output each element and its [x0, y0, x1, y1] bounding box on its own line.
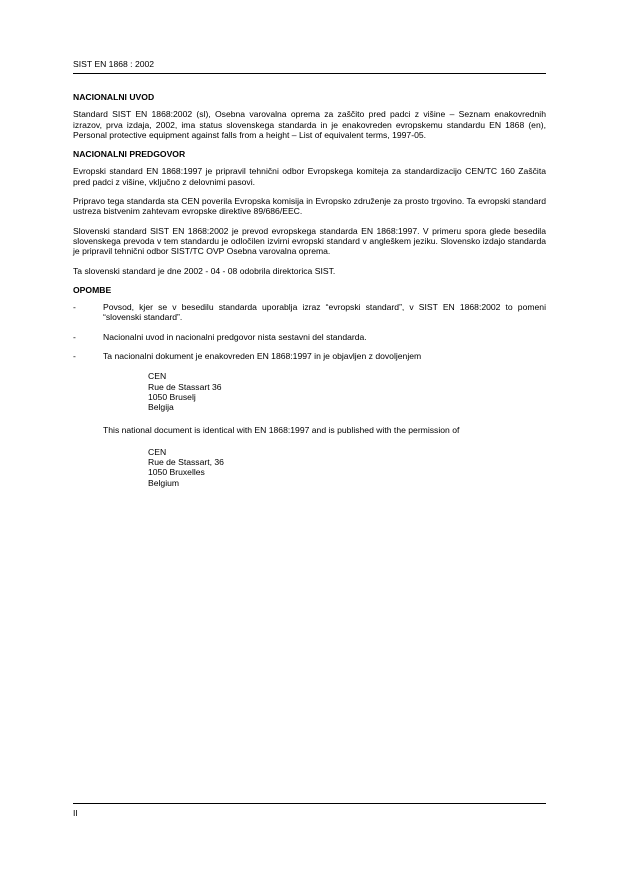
opombe-item-text: Ta nacionalni dokument je enakovreden EN 1868:1997 in je objavljen z dovoljenjem	[103, 351, 422, 362]
address-line: 1050 Bruselj	[148, 391, 196, 402]
running-header: SIST EN 1868 : 2002	[73, 59, 155, 69]
address-line: CEN	[148, 446, 167, 457]
bullet-dash: -	[73, 331, 76, 342]
address-block-sl	[148, 371, 546, 412]
predgovor-paragraph-2: Pripravo tega standarda sta CEN poverila Evropska komisija in Evropsko združenje za prosto trgovino. Ta evropski standard ustreza bistvenim zahtevam evropske direktive 89/686/EEC.	[73, 196, 546, 217]
opombe-item-text: Nacionalni uvod in nacionalni predgovor nista sestavni del standarda.	[103, 331, 367, 342]
english-permission-note: This national document is identical with EN 1868:1997 and is published with the permission of	[103, 424, 460, 435]
section-title-predgovor: NACIONALNI PREDGOVOR	[73, 149, 186, 160]
predgovor-paragraph-1: Evropski standard EN 1868:1997 je pripravil tehnični odbor Evropskega komiteja za standardizacijo CEN/TC 160 Zaščita pred padci z višine, vključno z delovnimi pasovi.	[73, 166, 546, 187]
bullet-dash: -	[73, 302, 76, 313]
header-rule	[73, 73, 546, 74]
page-number: II	[73, 808, 78, 818]
uvod-paragraph: Standard SIST EN 1868:2002 (sl), Osebna varovalna oprema za zaščito pred padci z višine – Seznam enakovrednih izrazov, prva izdaja, 2002, ima status slovenskega standarda in je enakovreden evropskemu standardu EN 1868 (en), Personal protective equipment against falls from a height – List of equivalent terms, 1997-05.	[73, 109, 546, 140]
address-line: Belgija	[148, 402, 174, 413]
address-line: Rue de Stassart 36	[148, 381, 222, 392]
address-line: 1050 Bruxelles	[148, 467, 205, 478]
predgovor-paragraph-4: Ta slovenski standard je dne 2002 - 04 - 08 odobrila direktorica SIST.	[73, 265, 336, 276]
section-title-uvod: NACIONALNI UVOD	[73, 92, 155, 102]
predgovor-paragraph-3: Slovenski standard SIST EN 1868:2002 je prevod evropskega standarda EN 1868:1997. V primeru spora glede besedila slovenskega prevoda v tem standardu je odločilen izvirni evropski standard v angleškem jeziku. Slovensko izdajo standarda je pripravil tehnični odbor SIST/TC OVP Osebna varovalna oprema.	[73, 225, 546, 257]
footer-rule	[73, 803, 546, 804]
document-body	[73, 92, 546, 500]
section-title-opombe: OPOMBE	[73, 284, 112, 295]
bullet-dash: -	[73, 351, 76, 362]
address-block-en	[148, 447, 546, 488]
opombe-item-2	[73, 332, 546, 342]
opombe-item-text: Povsod, kjer se v besedilu standarda uporablja izraz “evropski standard”, v SIST EN 1868:2002 to pomeni “slovenski standard”.	[103, 302, 546, 323]
address-line: CEN	[148, 371, 167, 382]
opombe-item-3	[73, 351, 546, 361]
address-line: Belgium	[148, 477, 180, 488]
address-line: Rue de Stassart, 36	[148, 457, 224, 468]
opombe-item-1	[73, 302, 546, 323]
